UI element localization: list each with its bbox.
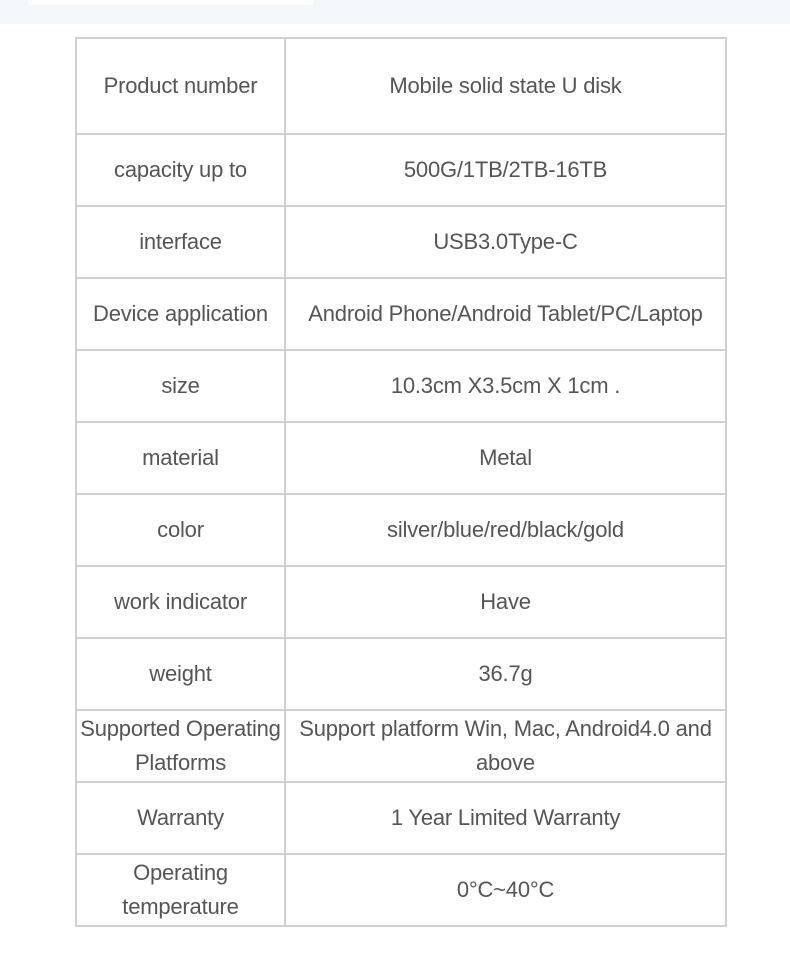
table-row xyxy=(76,38,726,134)
spec-label: size xyxy=(76,350,285,422)
spec-label: Operating temperature xyxy=(76,854,285,926)
table-row xyxy=(76,854,726,926)
spec-value: 1 Year Limited Warranty xyxy=(285,782,726,854)
table-row xyxy=(76,134,726,206)
spec-value: 10.3cm X3.5cm X 1cm . xyxy=(285,350,726,422)
table-row xyxy=(76,782,726,854)
table-row xyxy=(76,566,726,638)
spec-value: Metal xyxy=(285,422,726,494)
table-row xyxy=(76,278,726,350)
top-banner-tab xyxy=(28,0,313,5)
table-row xyxy=(76,638,726,710)
spec-value: 0°C~40°C xyxy=(285,854,726,926)
spec-label: Product number xyxy=(76,38,285,134)
table-row xyxy=(76,206,726,278)
spec-value: Mobile solid state U disk xyxy=(285,38,726,134)
spec-label: weight xyxy=(76,638,285,710)
spec-label: Device application xyxy=(76,278,285,350)
spec-value: Android Phone/Android Tablet/PC/Laptop xyxy=(285,278,726,350)
table-row xyxy=(76,350,726,422)
spec-table xyxy=(75,37,727,927)
spec-label: material xyxy=(76,422,285,494)
spec-value: Support platform Win, Mac, Android4.0 and above xyxy=(285,710,726,782)
spec-value: silver/blue/red/black/gold xyxy=(285,494,726,566)
table-row xyxy=(76,422,726,494)
spec-label: color xyxy=(76,494,285,566)
spec-label: Supported Operating Platforms xyxy=(76,710,285,782)
spec-label: capacity up to xyxy=(76,134,285,206)
spec-value: USB3.0Type-C xyxy=(285,206,726,278)
spec-value: 500G/1TB/2TB-16TB xyxy=(285,134,726,206)
spec-label: interface xyxy=(76,206,285,278)
top-banner-strip xyxy=(0,0,790,24)
table-row xyxy=(76,710,726,782)
spec-label: Warranty xyxy=(76,782,285,854)
table-row xyxy=(76,494,726,566)
spec-label: work indicator xyxy=(76,566,285,638)
spec-value: 36.7g xyxy=(285,638,726,710)
spec-value: Have xyxy=(285,566,726,638)
